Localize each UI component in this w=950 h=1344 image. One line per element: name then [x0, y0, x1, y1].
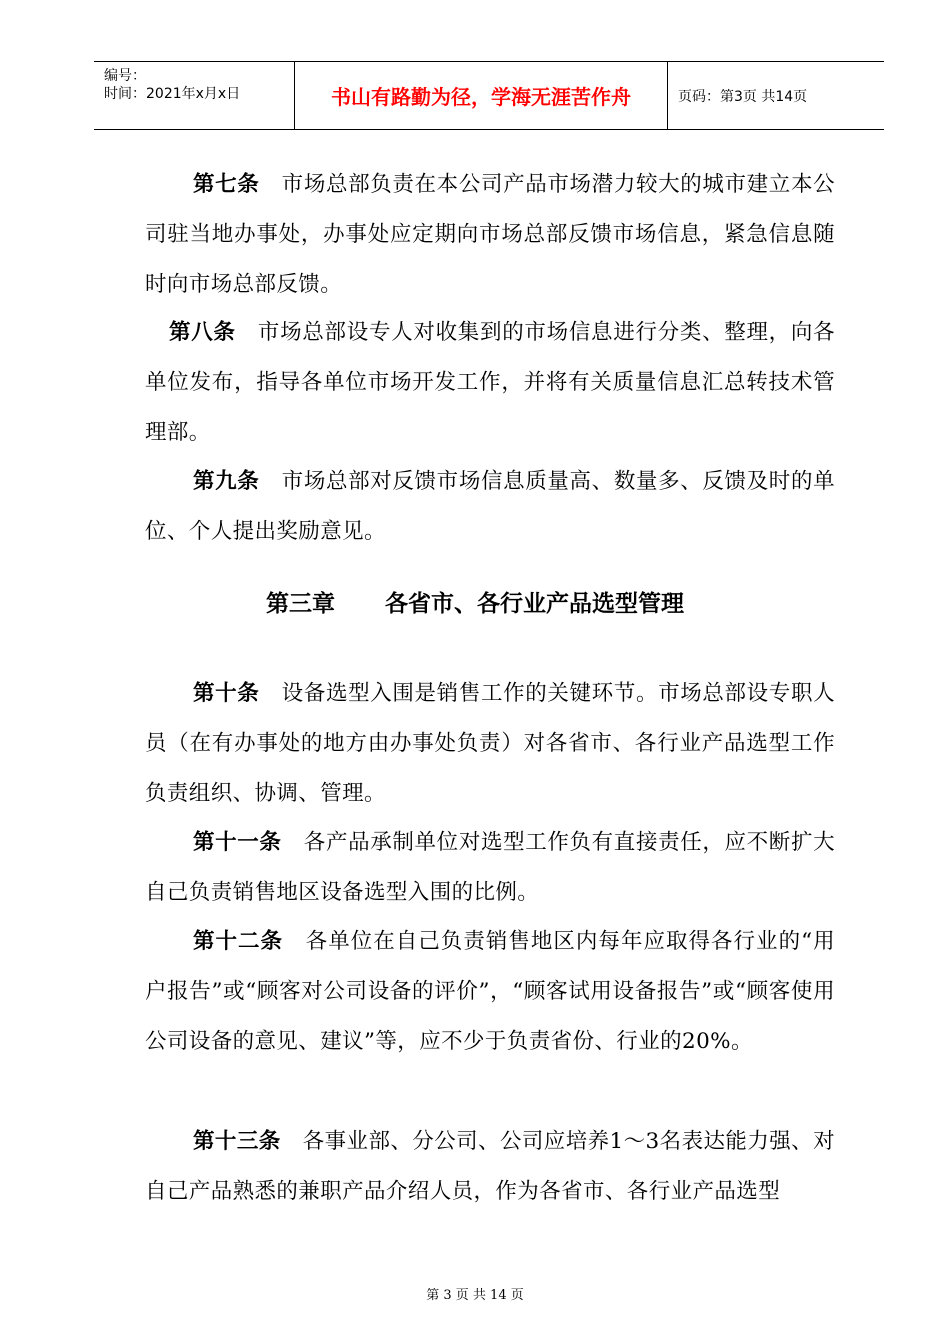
- article-8: [145, 308, 835, 458]
- article-9: [145, 457, 835, 557]
- article-lead: 第十一条: [193, 830, 282, 855]
- article-text: 各产品承制单位对选型工作负有直接责任，应不断扩大自己负责销售地区设备选型入围的比例。: [145, 830, 835, 905]
- article-text: 市场总部设专人对收集到的市场信息进行分类、整理，向各单位发布，指导各单位市场开发工作，并将有关质量信息汇总转技术管理部。: [145, 320, 835, 445]
- article-lead: 第七条: [193, 172, 260, 197]
- article-lead: 第十三条: [193, 1129, 281, 1154]
- article-13: [145, 1117, 835, 1217]
- article-text: 市场总部对反馈市场信息质量高、数量多、反馈及时的单位、个人提出奖励意见。: [145, 469, 835, 544]
- article-text: 各单位在自己负责销售地区内每年应取得各行业的“用户报告”或“顾客对公司设备的评价”，“顾客试用设备报告”或“顾客使用公司设备的意见、建议”等，应不少于负责省份、行业的20%。: [145, 929, 835, 1054]
- article-text: 各事业部、分公司、公司应培养1～3名表达能力强、对自己产品熟悉的兼职产品介绍人员，作为各省市、各行业产品选型: [145, 1129, 835, 1204]
- article-lead: 第十条: [193, 681, 260, 706]
- article-lead: 第十二条: [193, 929, 284, 954]
- article-7: [145, 160, 835, 310]
- header-motto-cell: [295, 62, 668, 129]
- chapter-heading: [0, 584, 950, 624]
- article-10: [145, 669, 835, 819]
- page-footer: 第 3 页 共 14 页: [426, 1288, 524, 1303]
- document-time-label: 时间：2021年x月x日: [104, 86, 241, 102]
- article-text: 设备选型入围是销售工作的关键环节。市场总部设专职人员（在有办事处的地方由办事处负责）对各省市、各行业产品选型工作负责组织、协调、管理。: [145, 681, 835, 806]
- article-text: 市场总部负责在本公司产品市场潜力较大的城市建立本公司驻当地办事处，办事处应定期向市场总部反馈市场信息，紧急信息随时向市场总部反馈。: [145, 172, 835, 297]
- header-page-label: 页码：第3页 共14页: [678, 89, 808, 105]
- header-page-cell: [668, 62, 884, 129]
- article-lead: 第九条: [193, 469, 260, 494]
- article-12: [145, 917, 835, 1067]
- chapter-number: 第三章: [266, 591, 335, 617]
- page-header: [94, 61, 884, 130]
- article-11: [145, 818, 835, 918]
- chapter-title: 各省市、各行业产品选型管理: [385, 591, 684, 617]
- header-meta-cell: [94, 62, 295, 129]
- document-number-label: 编号：: [104, 68, 146, 84]
- article-lead: 第八条: [169, 320, 236, 345]
- header-motto: 书山有路勤为径，学海无涯苦作舟: [331, 85, 631, 109]
